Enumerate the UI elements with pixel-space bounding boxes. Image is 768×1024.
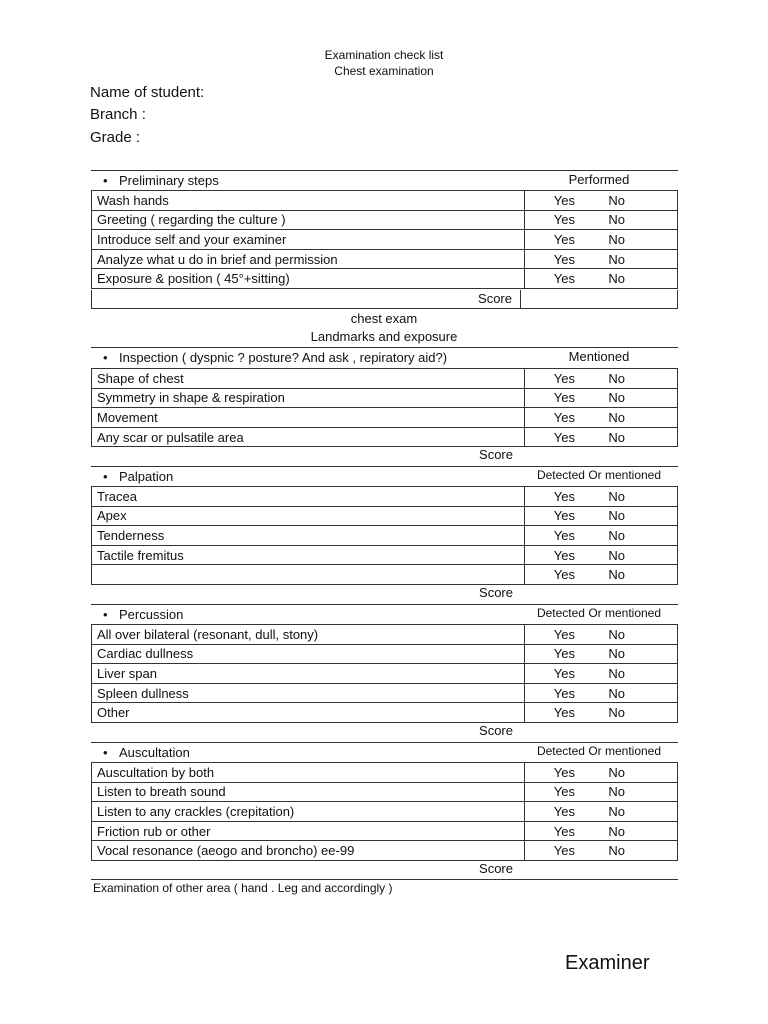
- percussion-row: [92, 664, 678, 684]
- bottom-rule: [91, 879, 678, 880]
- other-area-note: Examination of other area ( hand . Leg and accordingly ): [93, 881, 393, 895]
- auscultation-table: [91, 762, 678, 861]
- item-label: Greeting ( regarding the culture ): [92, 210, 525, 230]
- palpation-title: • Palpation: [119, 469, 173, 484]
- percussion-row: [92, 703, 678, 723]
- yes-no-cell: [525, 565, 678, 585]
- no-option[interactable]: No: [608, 803, 625, 819]
- score-label: Score: [478, 291, 512, 306]
- percussion-row: [92, 644, 678, 664]
- mentioned-column-header: Mentioned: [568, 349, 630, 364]
- item-label: Tactile fremitus: [92, 545, 525, 565]
- yes-option[interactable]: Yes: [553, 271, 575, 287]
- yes-option[interactable]: Yes: [553, 567, 575, 583]
- no-option[interactable]: No: [608, 764, 625, 780]
- auscultation-row: [92, 821, 678, 841]
- item-label: Spleen dullness: [92, 683, 525, 703]
- auscultation-row: [92, 802, 678, 822]
- yes-no-cell: [525, 506, 678, 526]
- no-option[interactable]: No: [608, 626, 625, 642]
- preliminary-row: [92, 249, 678, 269]
- yes-option[interactable]: Yes: [553, 212, 575, 228]
- inspection-table: [91, 368, 678, 447]
- item-label: Auscultation by both: [92, 763, 525, 783]
- item-label: Any scar or pulsatile area: [92, 427, 525, 447]
- auscultation-score-row: [91, 860, 678, 879]
- palpation-row: [92, 545, 678, 565]
- yes-no-cell: [525, 210, 678, 230]
- item-label: Movement: [92, 408, 525, 428]
- grade-label: Grade :: [90, 129, 141, 146]
- item-label: Exposure & position ( 45°+sitting): [92, 269, 525, 289]
- item-label: Listen to any crackles (crepitation): [92, 802, 525, 822]
- no-option[interactable]: No: [608, 508, 625, 524]
- yes-no-cell: [525, 782, 678, 802]
- yes-option[interactable]: Yes: [553, 823, 575, 839]
- yes-no-cell: [525, 664, 678, 684]
- yes-option[interactable]: Yes: [553, 508, 575, 524]
- yes-no-cell: [525, 249, 678, 269]
- detected-column-header: Detected Or mentioned: [536, 606, 662, 620]
- yes-no-cell: [525, 487, 678, 507]
- item-label: Analyze what u do in brief and permission: [92, 249, 525, 269]
- auscultation-title: • Auscultation: [119, 745, 190, 760]
- palpation-score-row: [91, 584, 678, 603]
- yes-option[interactable]: Yes: [553, 784, 575, 800]
- no-option[interactable]: No: [608, 251, 625, 267]
- score-label: Score: [479, 723, 513, 738]
- inspection-header: [91, 347, 678, 368]
- percussion-score-row: [91, 722, 678, 741]
- yes-no-cell: [525, 703, 678, 723]
- percussion-table: [91, 624, 678, 723]
- preliminary-score-row: [91, 290, 678, 309]
- no-option[interactable]: No: [608, 823, 625, 839]
- score-cell-divider: [520, 290, 521, 308]
- no-option[interactable]: No: [608, 567, 625, 583]
- chest-exam-heading: chest exam: [350, 311, 418, 326]
- yes-no-cell: [525, 269, 678, 289]
- no-option[interactable]: No: [608, 231, 625, 247]
- preliminary-header: [91, 170, 678, 191]
- no-option[interactable]: No: [608, 665, 625, 681]
- student-name-label: Name of student:: [90, 84, 205, 101]
- no-option[interactable]: No: [608, 370, 625, 386]
- auscultation-row: [92, 782, 678, 802]
- no-option[interactable]: No: [608, 271, 625, 287]
- inspection-score-row: [91, 446, 678, 465]
- no-option[interactable]: No: [608, 705, 625, 721]
- yes-no-cell: [525, 369, 678, 389]
- yes-option[interactable]: Yes: [553, 705, 575, 721]
- landmarks-heading: Landmarks and exposure: [310, 329, 458, 344]
- yes-no-cell: [525, 545, 678, 565]
- yes-option[interactable]: Yes: [553, 192, 575, 208]
- yes-no-cell: [525, 408, 678, 428]
- yes-option[interactable]: Yes: [553, 764, 575, 780]
- percussion-header: [91, 604, 678, 625]
- item-label: Liver span: [92, 664, 525, 684]
- item-label: Shape of chest: [92, 369, 525, 389]
- yes-no-cell: [525, 683, 678, 703]
- no-option[interactable]: No: [608, 527, 625, 543]
- yes-option[interactable]: Yes: [553, 429, 575, 445]
- item-label: Vocal resonance (aeogo and broncho) ee-99: [92, 841, 525, 861]
- item-label: All over bilateral (resonant, dull, stony): [92, 625, 525, 645]
- item-label: Tracea: [92, 487, 525, 507]
- preliminary-table: [91, 190, 678, 289]
- performed-column-header: Performed: [568, 172, 630, 187]
- yes-no-cell: [525, 625, 678, 645]
- inspection-row: [92, 369, 678, 389]
- score-label: Score: [479, 585, 513, 600]
- item-label: Cardiac dullness: [92, 644, 525, 664]
- no-option[interactable]: No: [608, 192, 625, 208]
- palpation-row: [92, 487, 678, 507]
- yes-option[interactable]: Yes: [553, 231, 575, 247]
- item-label: Other: [92, 703, 525, 723]
- yes-no-cell: [525, 821, 678, 841]
- no-option[interactable]: No: [608, 646, 625, 662]
- yes-no-cell: [525, 763, 678, 783]
- no-option[interactable]: No: [608, 685, 625, 701]
- no-option[interactable]: No: [608, 488, 625, 504]
- examiner-label: Examiner: [565, 952, 650, 974]
- preliminary-title: • Preliminary steps: [119, 173, 219, 188]
- auscultation-header: [91, 742, 678, 763]
- yes-option[interactable]: Yes: [553, 527, 575, 543]
- yes-option[interactable]: Yes: [553, 843, 575, 859]
- no-option[interactable]: No: [608, 409, 625, 425]
- yes-no-cell: [525, 427, 678, 447]
- inspection-row: [92, 388, 678, 408]
- palpation-row: [92, 526, 678, 546]
- auscultation-row: [92, 841, 678, 861]
- no-option[interactable]: No: [608, 547, 625, 563]
- yes-option[interactable]: Yes: [553, 803, 575, 819]
- score-label: Score: [479, 861, 513, 876]
- auscultation-row: [92, 763, 678, 783]
- no-option[interactable]: No: [608, 212, 625, 228]
- yes-option[interactable]: Yes: [553, 665, 575, 681]
- document-title: Examination check list: [324, 48, 444, 62]
- yes-option[interactable]: Yes: [553, 646, 575, 662]
- item-label: Tenderness: [92, 526, 525, 546]
- preliminary-row: [92, 230, 678, 250]
- percussion-row: [92, 683, 678, 703]
- inspection-row: [92, 427, 678, 447]
- yes-option[interactable]: Yes: [553, 251, 575, 267]
- item-label: Symmetry in shape & respiration: [92, 388, 525, 408]
- item-label: Introduce self and your examiner: [92, 230, 525, 250]
- yes-no-cell: [525, 526, 678, 546]
- no-option[interactable]: No: [608, 784, 625, 800]
- yes-option[interactable]: Yes: [553, 626, 575, 642]
- no-option[interactable]: No: [608, 429, 625, 445]
- inspection-title: • Inspection ( dyspnic ? posture? And ask , repiratory aid?): [119, 350, 447, 365]
- yes-option[interactable]: Yes: [553, 370, 575, 386]
- percussion-title: • Percussion: [119, 607, 183, 622]
- palpation-row: [92, 565, 678, 585]
- palpation-table: [91, 486, 678, 585]
- preliminary-row: [92, 191, 678, 211]
- yes-option[interactable]: Yes: [553, 547, 575, 563]
- detected-column-header: Detected Or mentioned: [536, 744, 662, 758]
- no-option[interactable]: No: [608, 843, 625, 859]
- palpation-row: [92, 506, 678, 526]
- branch-label: Branch :: [90, 106, 146, 123]
- palpation-header: [91, 466, 678, 487]
- score-label: Score: [479, 447, 513, 462]
- item-label: Apex: [92, 506, 525, 526]
- item-label: [92, 565, 525, 585]
- preliminary-row: [92, 210, 678, 230]
- yes-no-cell: [525, 230, 678, 250]
- item-label: Friction rub or other: [92, 821, 525, 841]
- yes-no-cell: [525, 388, 678, 408]
- document-subtitle: Chest examination: [334, 64, 434, 78]
- yes-no-cell: [525, 802, 678, 822]
- percussion-row: [92, 625, 678, 645]
- yes-no-cell: [525, 191, 678, 211]
- yes-option[interactable]: Yes: [553, 409, 575, 425]
- yes-option[interactable]: Yes: [553, 390, 575, 406]
- item-label: Wash hands: [92, 191, 525, 211]
- detected-column-header: Detected Or mentioned: [536, 468, 662, 482]
- no-option[interactable]: No: [608, 390, 625, 406]
- inspection-row: [92, 408, 678, 428]
- yes-no-cell: [525, 644, 678, 664]
- yes-option[interactable]: Yes: [553, 488, 575, 504]
- preliminary-row: [92, 269, 678, 289]
- yes-option[interactable]: Yes: [553, 685, 575, 701]
- yes-no-cell: [525, 841, 678, 861]
- item-label: Listen to breath sound: [92, 782, 525, 802]
